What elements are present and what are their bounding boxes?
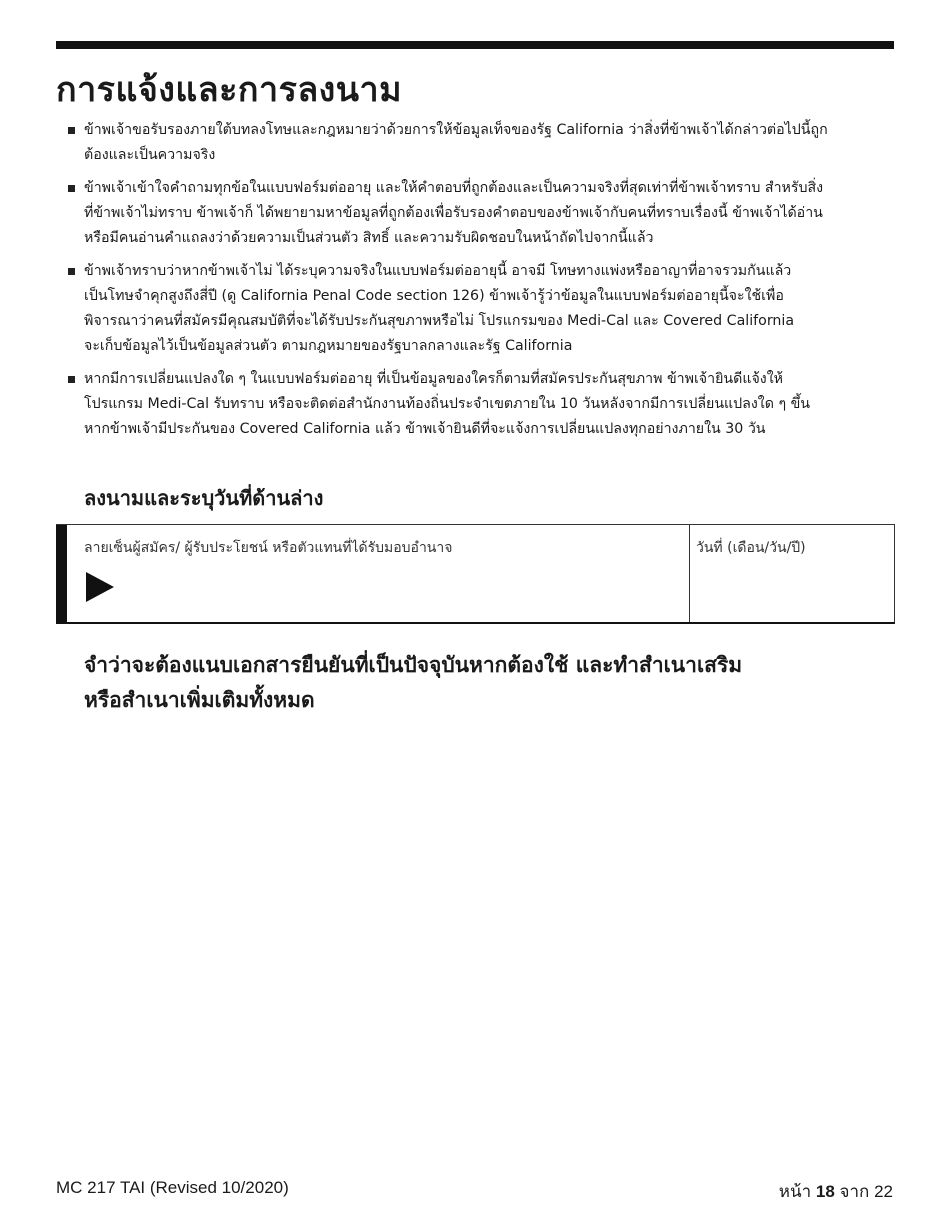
- page-number: [779, 1178, 893, 1205]
- page-current: 18: [815, 1182, 835, 1201]
- text-line: ต้องและเป็นความจริง: [84, 147, 216, 163]
- top-rule: [56, 41, 894, 49]
- bullet-icon: [68, 376, 75, 383]
- text-line: ที่ข้าพเจ้าไม่ทราบ ข้าพเจ้าก็ ได้พยายามหาข้อมูลที่ถูกต้องเพื่อรับรองคำตอบของข้าพเจ้ากับคนที่ทราบเรื่องนี้ ข้าพเจ้าได้อ่าน: [84, 205, 823, 221]
- bullet-icon: [68, 268, 75, 275]
- declaration-item: [68, 367, 898, 442]
- bullet-icon: [68, 127, 75, 134]
- bullet-icon: [68, 185, 75, 192]
- text-line: ข้าพเจ้าขอรับรองภายใต้บทลงโทษและกฎหมายว่าด้วยการให้ข้อมูลเท็จของรัฐ California ว่าสิ่งที่ข้าพเจ้าได้กล่าวต่อไปนี้ถูก: [84, 122, 828, 138]
- declaration-item: [68, 259, 898, 359]
- signature-box: [56, 524, 895, 624]
- text-line: ข้าพเจ้าเข้าใจคำถามทุกข้อในแบบฟอร์มต่ออายุ และให้คำตอบที่ถูกต้องและเป็นความจริงที่สุดเท่าที่ข้าพเจ้าทราบ สำหรับสิ่ง: [84, 180, 824, 196]
- text-line: พิจารณาว่าคนที่สมัครมีคุณสมบัติที่จะได้รับประกันสุขภาพหรือไม่ โปรแกรมของ Medi-Cal และ Covered California: [84, 313, 795, 329]
- signature-label: ลายเซ็นผู้สมัคร/ ผู้รับประโยชน์ หรือตัวแทนที่ได้รับมอบอำนาจ: [84, 540, 453, 556]
- declaration-item: [68, 176, 898, 251]
- signature-bar: [56, 525, 67, 622]
- text-line: โปรแกรม Medi-Cal รับทราบ หรือจะติดต่อสำนักงานท้องถิ่นประจำเขตภายใน 10 วันหลังจากมีการเปลี่ยนแปลงใด ๆ ขึ้น: [84, 396, 810, 412]
- form-id: MC 217 TAI (Revised 10/2020): [56, 1178, 289, 1197]
- declaration-list: [68, 118, 898, 450]
- text-line: ข้าพเจ้าทราบว่าหากข้าพเจ้าไม่ ได้ระบุความจริงในแบบฟอร์มต่ออายุนี้ อาจมี โทษทางแพ่งหรืออาญาที่อาจรวมกันแล้ว: [84, 263, 792, 279]
- reminder-text: [84, 648, 742, 718]
- page-total: 22: [874, 1182, 893, 1201]
- text-line: จะเก็บข้อมูลไว้เป็นข้อมูลส่วนตัว ตามกฎหมายของรัฐบาลกลางและรัฐ California: [84, 338, 573, 354]
- signature-heading: ลงนามและระบุวันที่ด้านล่าง: [84, 486, 324, 510]
- page-of: จาก: [839, 1182, 870, 1201]
- text-line: หรือมีคนอ่านคำแถลงว่าด้วยความเป็นส่วนตัว สิทธิ์ และความรับผิดชอบในหน้าถัดไปจากนี้แล้ว: [84, 230, 654, 246]
- page-title: การแจ้งและการลงนาม: [56, 70, 403, 110]
- page-prefix: หน้า: [778, 1182, 812, 1201]
- text-line: เป็นโทษจำคุกสูงถึงสี่ปี (ดู California Penal Code section 126) ข้าพเจ้ารู้ว่าข้อมูลในแบบฟอร์มต่ออายุนี้จะใช้เพื่อ: [84, 288, 784, 304]
- signature-field[interactable]: [67, 525, 689, 622]
- reminder-line: จำว่าจะต้องแนบเอกสารยืนยันที่เป็นปัจจุบันหากต้องใช้ และทำสำเนาเสริม: [84, 653, 743, 677]
- date-field[interactable]: [690, 525, 894, 622]
- text-line: หากมีการเปลี่ยนแปลงใด ๆ ในแบบฟอร์มต่ออายุ ที่เป็นข้อมูลของใครก็ตามที่สมัครประกันสุขภาพ ข้าพเจ้ายินดีแจ้งให้: [84, 371, 783, 387]
- declaration-item: [68, 118, 898, 168]
- reminder-line: หรือสำเนาเพิ่มเติมทั้งหมด: [84, 688, 315, 712]
- date-label: วันที่ (เดือน/วัน/ปี): [696, 540, 806, 556]
- text-line: หากข้าพเจ้ามีประกันของ Covered California แล้ว ข้าพเจ้ายินดีที่จะแจ้งการเปลี่ยนแปลงทุกอย่างภายใน 30 วัน: [84, 421, 766, 437]
